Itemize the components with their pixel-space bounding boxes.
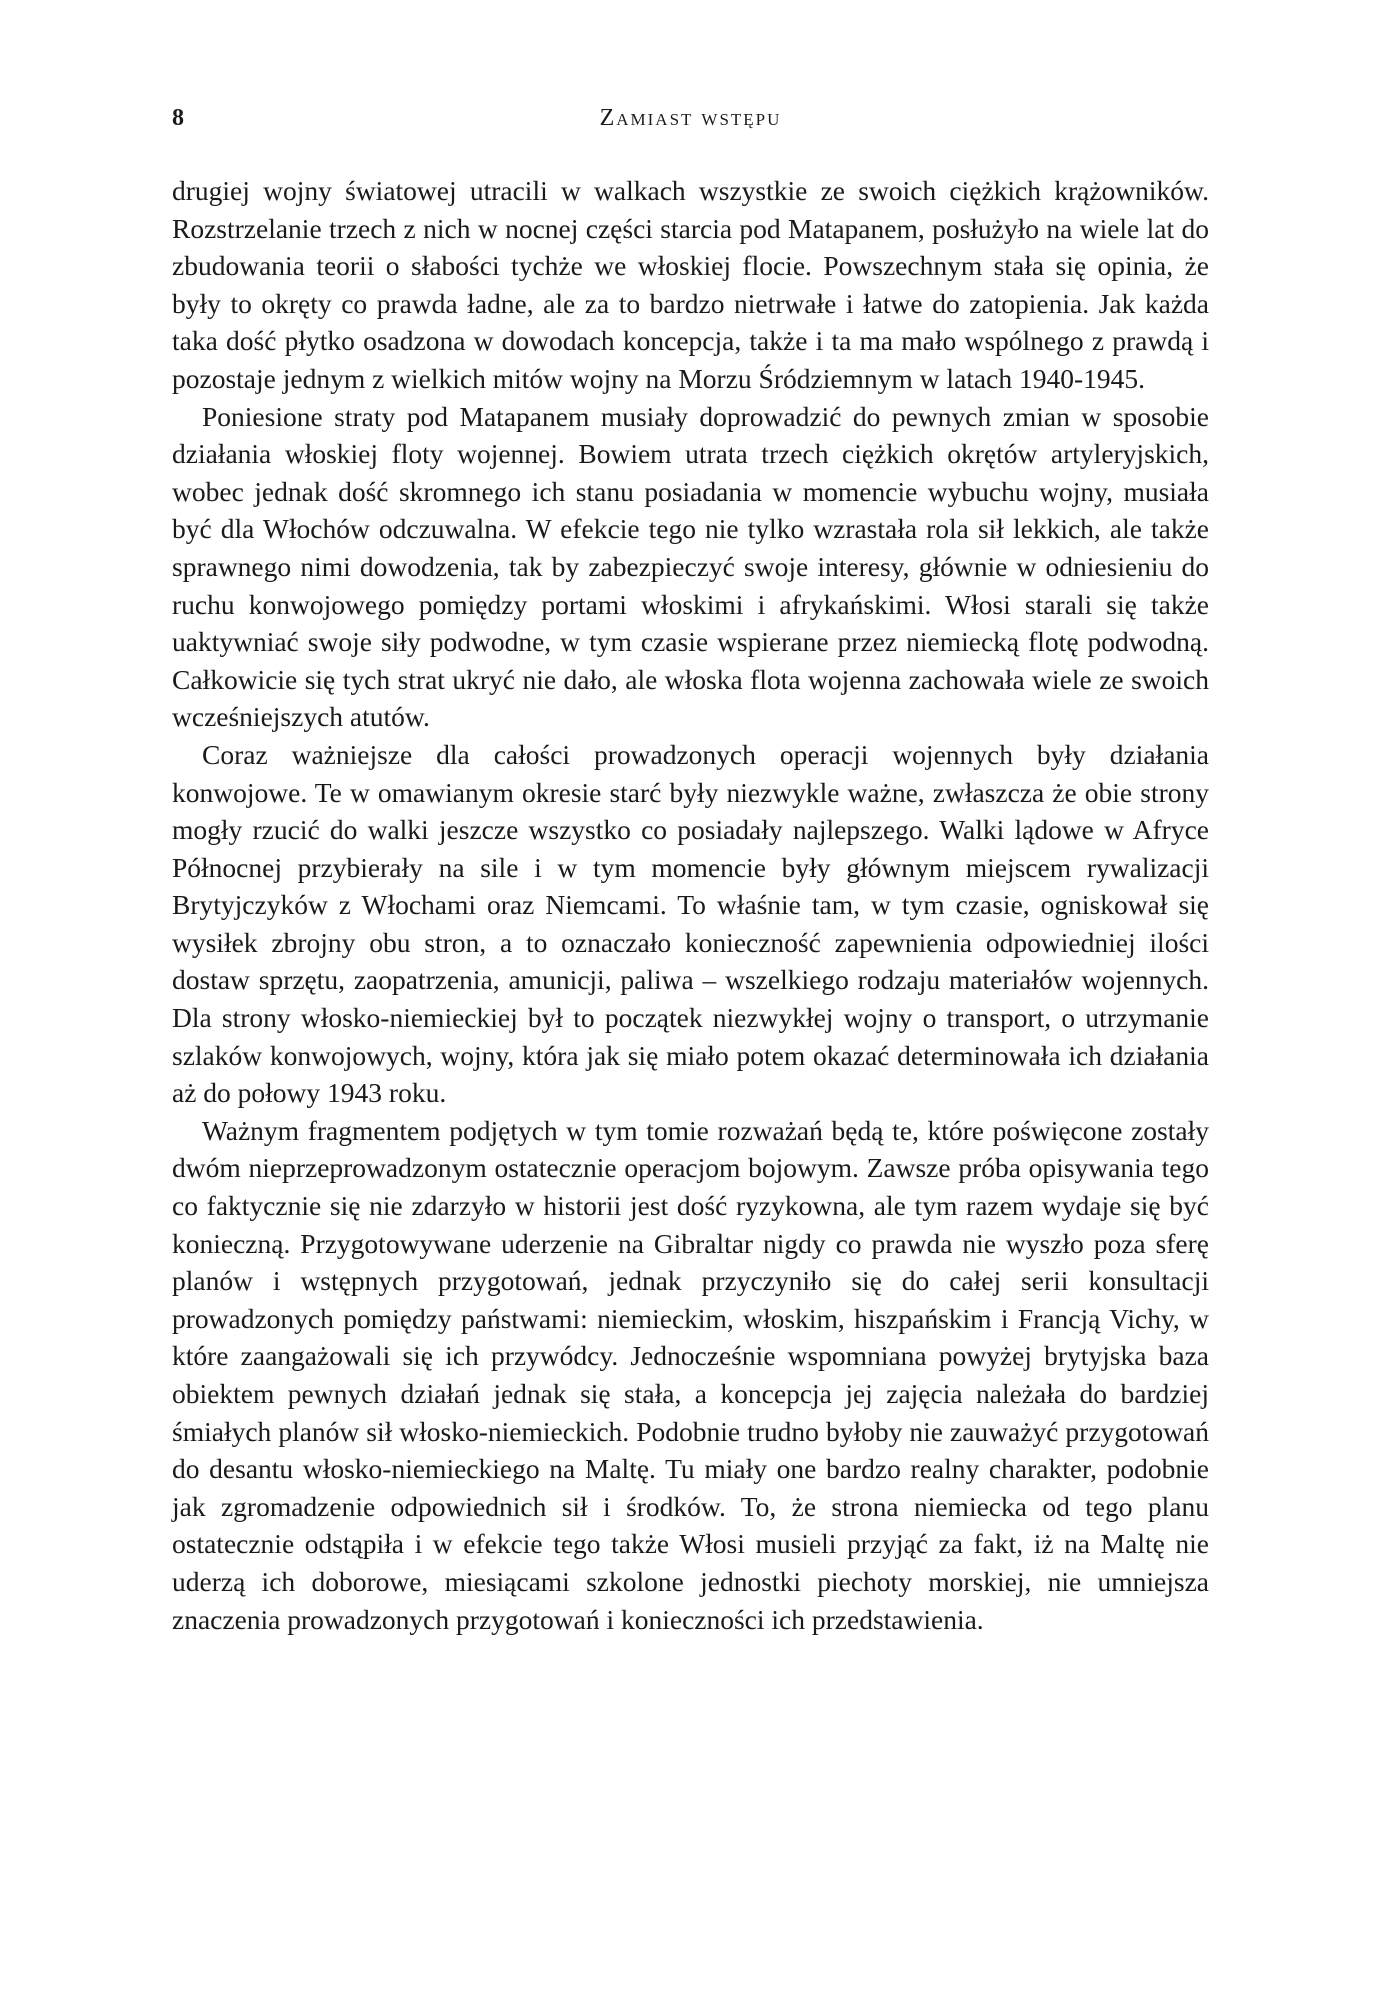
paragraph: Coraz ważniejsze dla całości prowadzonych operacji wojennych były działania konwojowe. Te w omawianym okresie starć były niezwykle ważne, zwłaszcza że obie strony mogły rzucić do walki jeszcze wszystko co posiadały najlepszego. Walki lądowe w Afryce Północnej przybierały na sile i w tym momencie były głównym miejscem rywalizacji Brytyjczyków z Włochami oraz Niemcami. To właśnie tam, w tym czasie, ogniskował się wysiłek zbrojny obu stron, a to oznaczało konieczność zapewnienia odpowiedniej ilości dostaw sprzętu, zaopatrzenia, amunicji, paliwa – wszelkiego rodzaju materiałów wojennych. Dla strony włosko-niemieckiej był to początek niezwykłej wojny o transport, o utrzymanie szlaków konwojowych, wojny, która jak się miało potem okazać determinowała ich działania aż do połowy 1943 roku. xyxy=(172,738,1209,1109)
paragraph: Ważnym fragmentem podjętych w tym tomie rozważań będą te, które poświęcone zostały dwóm nieprzeprowadzonym ostatecznie operacjom bojowym. Zawsze próba opisywania tego co faktycznie się nie zdarzyło w historii jest dość ryzykowna, ale tym razem wydaje się być konieczną. Przygotowywane uderzenie na Gibraltar nigdy co prawda nie wyszło poza sferę planów i wstępnych przygotowań, jednak przyczyniło się do całej serii konsultacji prowadzonych pomiędzy państwami: niemieckim, włoskim, hiszpańskim i Francją Vichy, w które zaangażowali się ich przywódcy. Jednocześnie wspomniana powyżej brytyjska baza obiektem pewnych działań jednak się stała, a koncepcja jej zajęcia należała do bardziej śmiałych planów sił włosko-niemieckich. Podobnie trudno byłoby nie zauważyć przygotowań do desantu włosko-niemieckiego na Maltę. Tu miały one bardzo realny charakter, podobnie jak zgromadzenie odpowiednich sił i środków. To, że strona niemiecka od tego planu ostatecznie odstąpiła i w efekcie tego także Włosi musieli przyjąć za fakt, iż na Maltę nie uderzą ich doborowe, miesiącami szkolone jednostki piechoty morskiej, nie umniejsza znaczenia prowadzonych przygotowań i konieczności ich przedstawienia. xyxy=(172,1114,1209,1635)
page-number: 8 xyxy=(172,105,184,131)
section-title: Zamiast wstępu xyxy=(599,105,782,131)
body-text xyxy=(172,172,1209,1638)
paragraph-continued: drugiej wojny światowej utracili w walkach wszystkie ze swoich ciężkich krążowników. Rozstrzelanie trzech z nich w nocnej części starcia pod Matapanem, posłużyło na wiele lat do zbudowania teorii o słabości tychże we włoskiej flocie. Powszechnym stała się opinia, że były to okręty co prawda ładne, ale za to bardzo nietrwałe i łatwe do zatopienia. Jak każda taka dość płytko osadzona w dowodach koncepcja, także i ta ma mało wspólnego z prawdą i pozostaje jednym z wielkich mitów wojny na Morzu Śródziemnym w latach 1940-1945. xyxy=(172,175,1209,394)
paragraph: Poniesione straty pod Matapanem musiały doprowadzić do pewnych zmian w sposobie działania włoskiej floty wojennej. Bowiem utrata trzech ciężkich okrętów artyleryjskich, wobec jednak dość skromnego ich stanu posiadania w momencie wybuchu wojny, musiała być dla Włochów odczuwalna. W efekcie tego nie tylko wzrastała rola sił lekkich, ale także sprawnego nimi dowodzenia, tak by zabezpieczyć swoje interesy, głównie w odniesieniu do ruchu konwojowego pomiędzy portami włoskimi i afrykańskimi. Włosi starali się także uaktywniać swoje siły podwodne, w tym czasie wspierane przez niemiecką flotę podwodną. Całkowicie się tych strat ukryć nie dało, ale włoska flota wojenna zachowała wiele ze swoich wcześniejszych atutów. xyxy=(172,400,1209,733)
running-head xyxy=(172,100,1209,136)
